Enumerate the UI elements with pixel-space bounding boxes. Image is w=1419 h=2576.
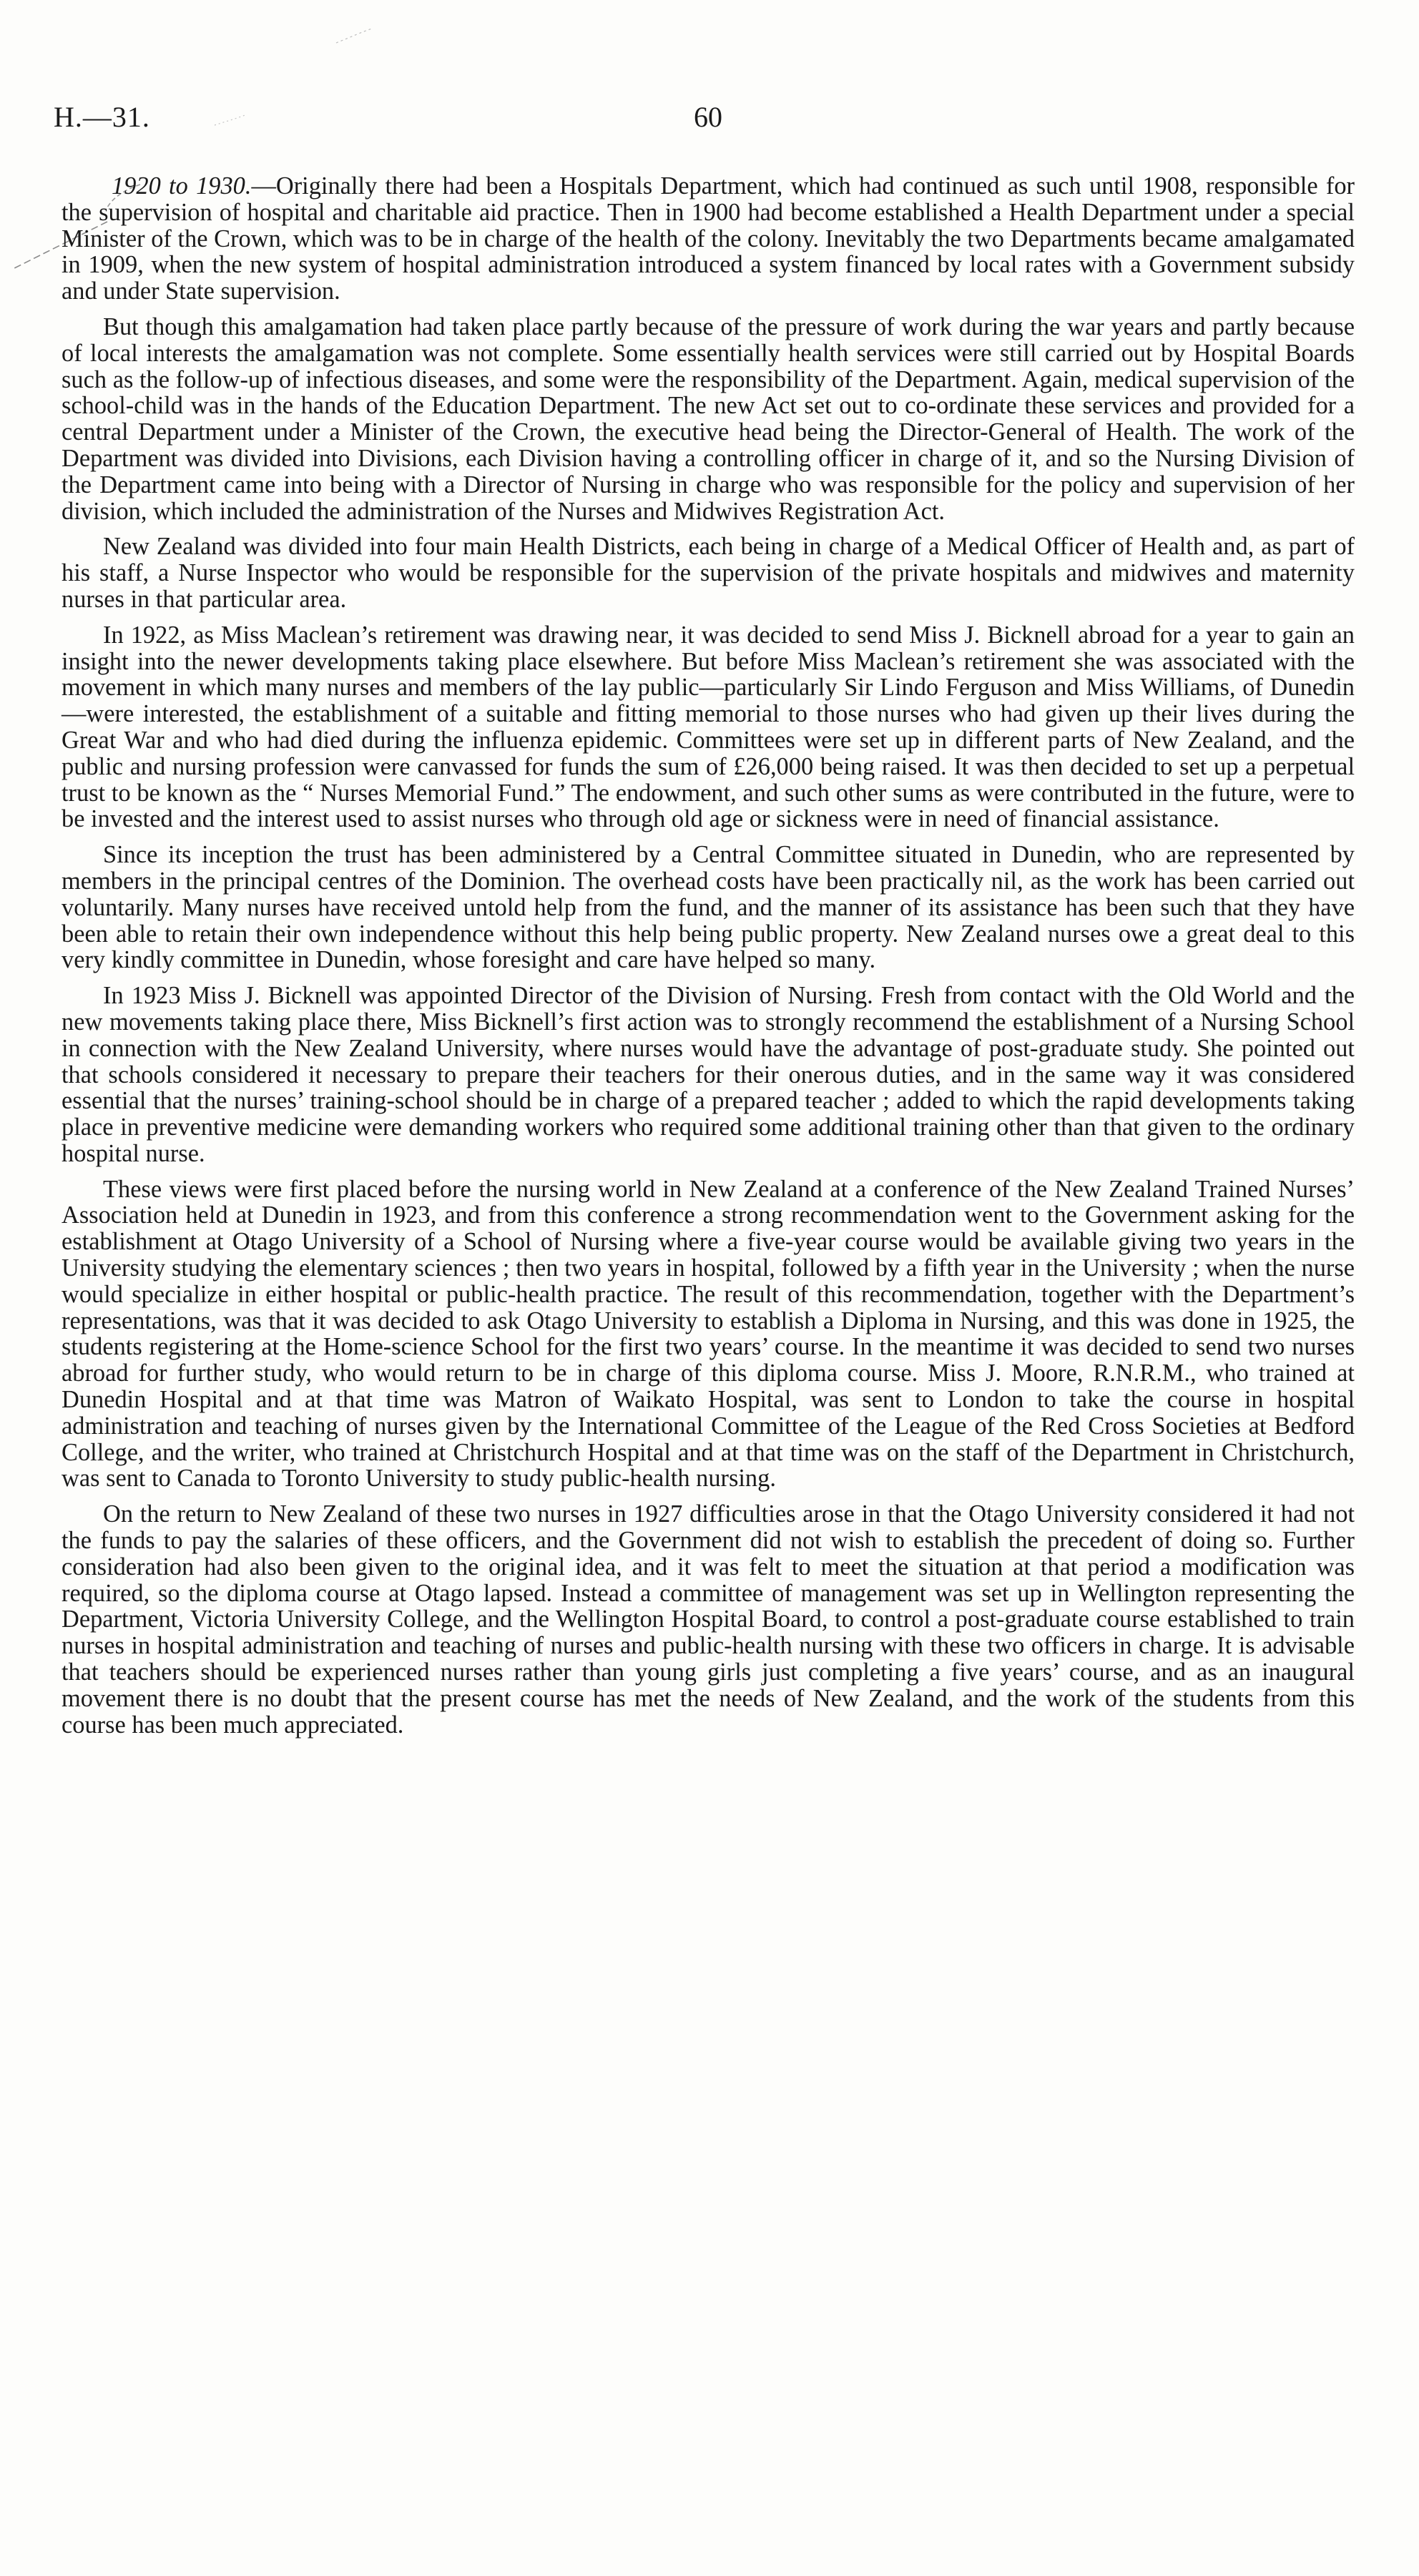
paragraph-nurses-memorial-fund: In 1922, as Miss Maclean’s retirement was drawing near, it was decided to send Miss J. Bicknell abroad for a year to gain an insight into the newer developments taking place elsewhere. But before Miss Maclean’s retirement she was associated with the movement in which many nurses and members of the lay public—particularly Sir Lindo Ferguson and Miss Williams, of Dunedin—were interested, the establishment of a suitable and fitting memorial to those nurses who had given up their lives during the Great War and who had died during the influenza epidemic. Committees were set up in different parts of New Zealand, and the public and nursing profession were canvassed for funds the sum of £26,000 being raised. It was then decided to set up a perpetual trust to be known as the “ Nurses Memorial Fund.” The endowment, and such other sums as were contributed in the future, were to be invested and the interest used to assist nurses who through old age or sickness were in need of financial assistance.: [62, 621, 1355, 833]
paragraph-amalgamation: But though this amalgamation had taken place partly because of the pressure of work during the war years and partly because of local interests the amalgamation was not complete. Some essentially health services were still carried out by Hospital Boards such as the follow-up of infectious diseases, and some were the responsibility of the Department. Again, medical supervision of the school-child was in the hands of the Education Department. The new Act set out to co-ordinate these services and provided for a central Department under a Minister of the Crown, the executive head being the Director-General of Health. The work of the Department was divided into Divisions, each Division having a controlling officer in charge of it, and so the Nursing Division of the Department came into being with a Director of Nursing in charge who was responsible for the policy and supervision of her division, which included the administration of the Nurses and Midwives Registration Act.: [62, 313, 1355, 525]
document-body: [62, 173, 1355, 1747]
paragraph-director-of-nursing: In 1923 Miss J. Bicknell was appointed Director of the Division of Nursing. Fresh from contact with the Old World and the new movements taking place there, Miss Bicknell’s first action was to strongly recommend the establishment of a Nursing School in connection with the New Zealand University, where nurses would have the advantage of post-graduate study. She pointed out that schools considered it necessary to prepare their teachers for their onerous duties, and in the same way it was considered essential that the nurses’ training-school should be in charge of a prepared teacher ; added to which the rapid developments taking place in preventive medicine were demanding workers who required some additional training other than that given to the ordinary hospital nurse.: [62, 982, 1355, 1167]
paragraph-post-graduate-course: On the return to New Zealand of these two nurses in 1927 difficulties arose in that the Otago University considered it had not the funds to pay the salaries of these officers, and the Government did not wish to establish the precedent of doing so. Further consideration had also been given to the original idea, and it was felt to meet the situation at that period a modification was required, so the diploma course at Otago lapsed. Instead a committee of management was set up in Wellington representing the Department, Victoria University College, and the Wellington Hospital Board, to control a post-graduate course established to train nurses in hospital administration and teaching of nurses and public-health nursing with these two officers in charge. It is advisable that teachers should be experienced nurses rather than young girls just completing a five years’ course, and as an inaugural movement there is no doubt that the present course has met the needs of New Zealand, and the work of the students from this course has been much appreciated.: [62, 1500, 1355, 1739]
paragraph-trust-administration: Since its inception the trust has been administered by a Central Committee situated in Dunedin, who are represented by members in the principal centres of the Dominion. The overhead costs have been practically nil, as the work has been carried out voluntarily. Many nurses have received untold help from the fund, and the manner of its assistance has been such that they have been able to retain their own independence without this help being public property. New Zealand nurses owe a great deal to this very kindly committee in Dunedin, whose foresight and care have helped so many.: [62, 841, 1355, 974]
page-header: [54, 100, 1362, 143]
paragraph-text: —Originally there had been a Hospitals Department, which had continued as such until 1908, responsible for the supervision of hospital and charitable aid practice. Then in 1900 had become established a Health Department under a special Minister of the Crown, which was to be in charge of the health of the colony. Inevitably the two Departments became amalgamated in 1909, when the new system of hospital administration introduced a system financed by local rates with a Government subsidy and under State supervision.: [62, 172, 1355, 305]
paragraph-health-districts: New Zealand was divided into four main Health Districts, each being in charge of a Medical Officer of Health and, as part of his staff, a Nurse Inspector who would be responsible for the supervision of the private hospitals and midwives and maternity nurses in that particular area.: [62, 533, 1355, 613]
page-number: 60: [694, 101, 722, 133]
paragraph-diploma-in-nursing: These views were first placed before the nursing world in New Zealand at a conference of the New Zealand Trained Nurses’ Association held at Dunedin in 1923, and from this conference a strong recommendation went to the Government asking for the establishment at Otago University of a School of Nursing where a five-year course would be available giving two years in the University studying the elementary sciences ; then two years in hospital, followed by a fifth year in the University ; when the nurse would specialize in either hospital or public-health practice. The result of this recommendation, together with the Department’s representations, was that it was decided to ask Otago University to establish a Diploma in Nursing, and this was done in 1925, the students registering at the Home-science School for the first two years’ course. In the meantime it was decided to send two nurses abroad for further study, who would return to be in charge of this diploma course. Miss J. Moore, R.N.R.M., who trained at Dunedin Hospital and at that time was Matron of Waikato Hospital, was sent to London to take the course in hospital administration and teaching of nurses given by the International Committee of the League of the Red Cross Societies at Bedford College, and the writer, who trained at Christchurch Hospital and at that time was on the staff of the Department in Christchurch, was sent to Canada to Toronto University to study public-health nursing.: [62, 1175, 1355, 1493]
document-reference: H.—31.: [54, 101, 150, 133]
section-lead-heading: 1920 to 1930.: [112, 172, 252, 200]
paragraph-1920-to-1930: [62, 173, 1355, 305]
